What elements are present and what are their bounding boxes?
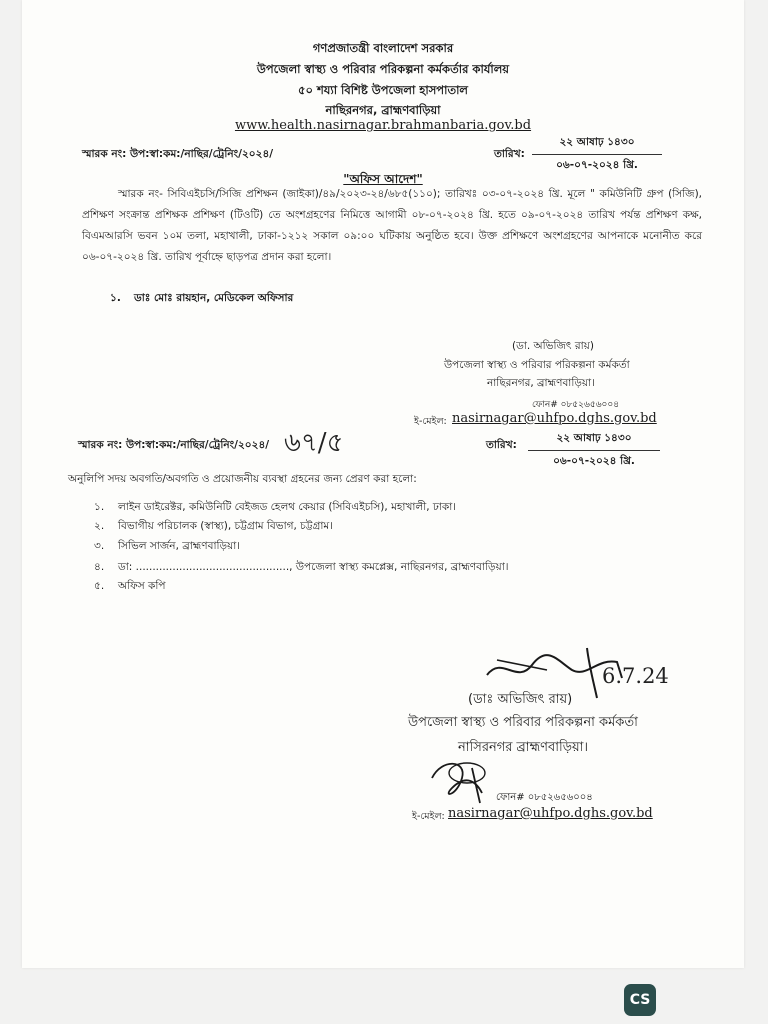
document-page <box>22 0 744 968</box>
copy-item-text: সিভিল সার্জন, ব্রাহ্মণবাড়িয়া। <box>118 540 241 552</box>
date-bangla-2: ২২ আষাঢ় ১৪৩০ <box>528 431 660 451</box>
signatory-location-1: নাছিরনগর, ব্রাহ্মণবাড়িয়া। <box>487 377 595 389</box>
govt-title: গণপ্রজাতন্ত্রী বাংলাদেশ সরকার <box>312 41 454 55</box>
copy-item-number: ৩. <box>94 540 105 552</box>
signatory-location-2: নাসিরনগর ব্রাহ্মণবাড়িয়া। <box>458 740 589 755</box>
signatory-name-2: (ডাঃ অভিজিৎ রায়) <box>468 692 573 707</box>
date-gregorian-2: ০৬-০৭-২০২৪ খ্রি. <box>553 455 635 467</box>
signatory-designation-1: উপজেলা স্বাস্থ্য ও পরিবার পরিকল্পনা কর্মকর্তা <box>444 359 630 371</box>
copy-item-text: অফিস কপি <box>118 580 166 592</box>
copy-item-number: ৪. <box>94 561 105 573</box>
date-block-1 <box>532 135 662 175</box>
handwritten-date: 6.7.24 <box>602 664 669 688</box>
signatory-phone-1: ফোন# ০৮৫২৬৫৬০০৪ <box>532 400 620 410</box>
website-link[interactable]: www.health.nasirnagar.brahmanbaria.gov.bd <box>234 118 532 133</box>
location-title: নাছিরনগর, ব্রাহ্মণবাড়িয়া <box>325 103 441 117</box>
copy-item-text: বিভাগীয় পরিচালক (স্বাস্থ্য), চট্টগ্রাম বিভাগ, চট্টগ্রাম। <box>118 520 333 532</box>
nominee-name: ডাঃ মোঃ রায়হান, মেডিকেল অফিসার <box>134 292 294 304</box>
copy-item-number: ২. <box>94 520 105 532</box>
handwritten-memo-number: ৬৭/৫ <box>284 428 344 458</box>
order-body-paragraph: স্মারক নং- সিবিএইচসি/সিজি প্রশিক্ষন (জাইকা)/৪৯/২০২৩-২৪/৬৮৫(১১০); তারিখঃ ০৩-০৭-২০২৪ খ্রি. মূলে " কমিউনিটি গ্রুপ (সিজি), প্রশিক্ষণ সংক্রান্ত প্রশিক্ষক প্রশিক্ষণ (টিওটি) তে অংশগ্রহণের নিমিত্তে আগামী ০৮-০৭-২০২৪ খ্রি. হতে ০৯-০৭-২০২৪ তারিখ পর্যন্ত প্রশিক্ষণ কক্ষ, বিএমআরসি ভবন ১০ম তলা, মহাখালী, ঢাকা-১২১২ সকাল ০৯:০০ ঘটিকায় অনুষ্ঠিত হবে। উক্ত প্রশিক্ষণে অংশগ্রহণের আপনাকে মনোনীত করে ০৬-০৭-২০২৪ খ্রি. তারিখ পূর্বাহ্নে ছাড়পত্র প্রদান করা হলো। <box>82 188 702 263</box>
copy-item-text: ডা: .............................................., উপজেলা স্বাস্থ্য কমপ্লেক্স, নাছিরনগর, ব্রাহ্মণবাড়িয়া। <box>118 561 509 573</box>
signatory-designation-2: উপজেলা স্বাস্থ্য ও পরিবার পরিকল্পনা কর্মকর্তা <box>408 715 638 730</box>
date-bangla-1: ২২ আষাঢ় ১৪৩০ <box>532 135 662 155</box>
date-gregorian-1: ০৬-০৭-২০২৪ খ্রি. <box>556 159 638 171</box>
nominee-number: ১. <box>110 292 121 304</box>
date-block-2 <box>528 431 660 471</box>
email-label-2: ই-মেইল: <box>412 811 445 822</box>
email-link-2[interactable]: nasirnagar@uhfpo.dghs.gov.bd <box>448 806 653 821</box>
date-label-2: তারিখ: <box>486 439 517 451</box>
copy-intro: অনুলিপি সদয় অবগতি/অবগতি ও প্রয়োজনীয় ব্যবস্থা গ্রহনের জন্য প্রেরণ করা হলো: <box>68 473 417 485</box>
memo-ref-2: স্মারক নং: উপ:স্বা:কম:/নাছির/ট্রেনিং/২০২৪/ <box>78 439 270 451</box>
office-order-title: "অফিস আদেশ" <box>343 172 423 186</box>
camscanner-logo: CS <box>624 984 656 1016</box>
date-label-1: তারিখ: <box>494 148 525 160</box>
copy-item-number: ১. <box>94 501 105 513</box>
hospital-title: ৫০ শয্যা বিশিষ্ট উপজেলা হাসপাতাল <box>298 83 468 97</box>
office-title: উপজেলা স্বাস্থ্য ও পরিবার পরিকল্পনা কর্মকর্তার কার্যালয় <box>256 62 510 76</box>
email-label-1: ই-মেইল: <box>414 416 447 427</box>
copy-item-text: লাইন ডাইরেক্টর, কমিউনিটি বেইজড হেলথ কেয়ার (সিবিএইচসি), মহাখালী, ঢাকা। <box>118 501 457 513</box>
signatory-phone-2: ফোন# ০৮৫২৬৫৬০০৪ <box>496 792 593 803</box>
memo-ref-1: স্মারক নং: উপ:স্বা:কম:/নাছির/ট্রেনিং/২০২৪/ <box>82 148 274 160</box>
email-link-1[interactable]: nasirnagar@uhfpo.dghs.gov.bd <box>452 411 657 426</box>
copy-item-number: ৫. <box>94 580 105 592</box>
signatory-name-1: (ডা. অভিজিৎ রায়) <box>512 340 594 352</box>
